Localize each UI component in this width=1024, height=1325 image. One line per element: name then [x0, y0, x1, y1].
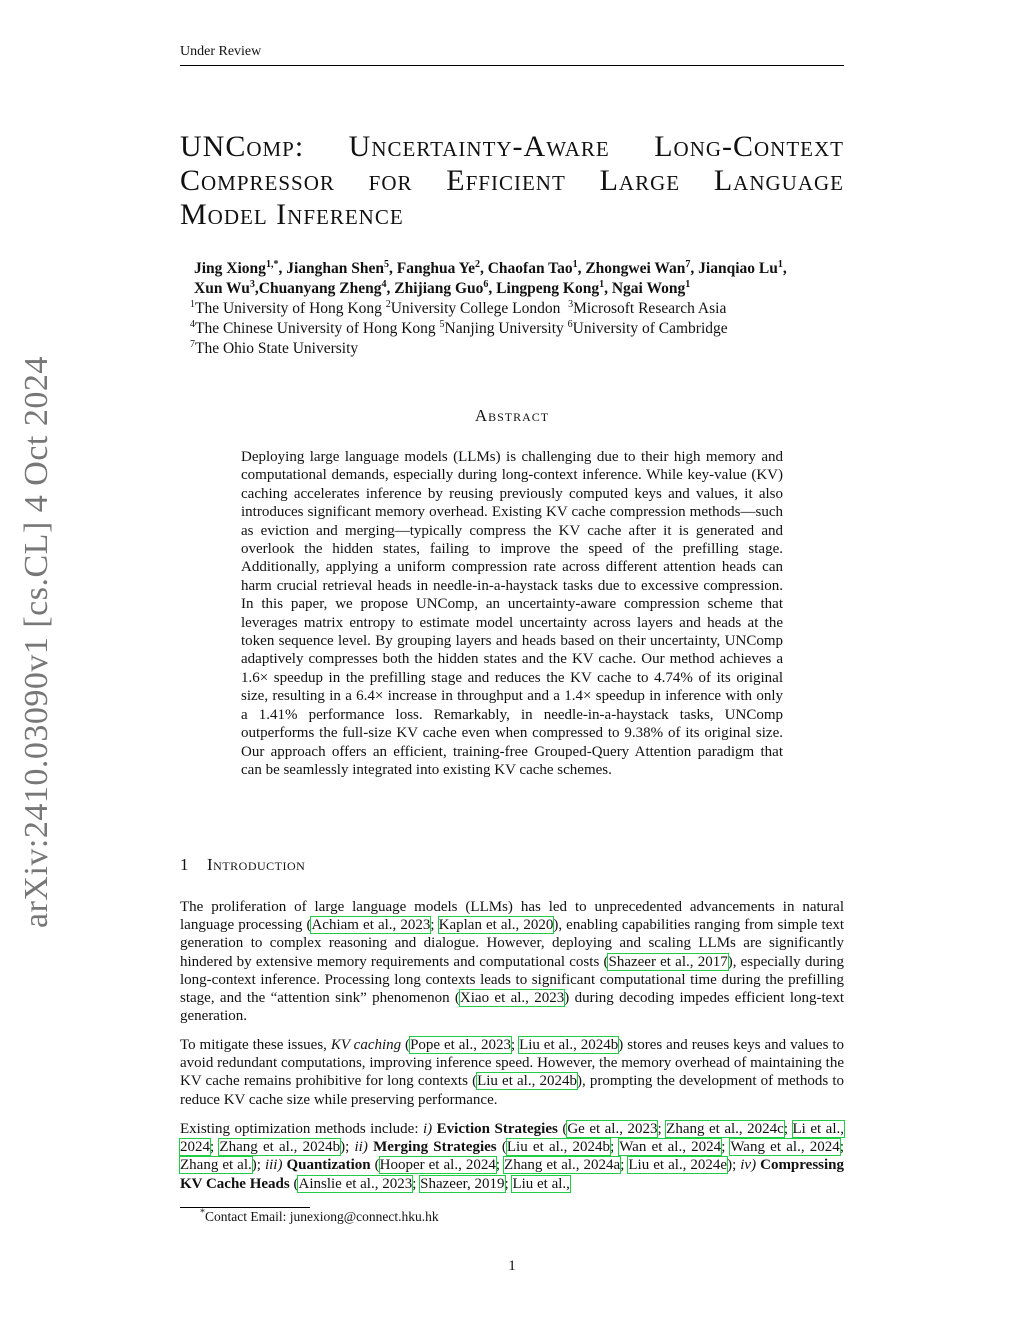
title-line-2: Compressor for Efficient Large Language — [180, 164, 844, 197]
citation-link[interactable]: Li et al., 2024 — [180, 1121, 845, 1156]
author-name: Zhongwei Wan — [585, 260, 686, 277]
abstract-heading: Abstract — [474, 406, 550, 425]
author-sup: 4 — [381, 278, 387, 290]
section-title: Introduction — [207, 855, 306, 874]
section-heading — [180, 855, 305, 875]
citation-link[interactable]: Ainslie et al., 2023 — [298, 1175, 413, 1192]
citation-link[interactable]: Zhang et al. — [180, 1157, 252, 1174]
author-name: Fanghua Ye — [396, 260, 475, 277]
author-name: Lingpeng Kong — [496, 280, 600, 297]
author-list: Jing Xiong$^{1,*}$, Jianghan Shen$^5$, Fanghua Ye$^2$, Chaofan Tao$^1$, Zhongwei Wan$^7$, Jianqiao Lu$^1$, Xun Wu$^3$,Chuanyang Zheng$^4$, Zhijiang Guo$^6$, Lingpeng Kong$^1$, Ngai Wong$^1$ — [194, 258, 787, 297]
affiliation-line-2: $^4$The Chinese University of Hong Kong $^5$Nanjing University $^6$University of Cambridge — [190, 318, 728, 337]
author-name: Jing Xiong — [194, 260, 266, 277]
citation-link[interactable]: Pope et al., 2023 — [410, 1037, 511, 1053]
author-name: Zhijiang Guo — [394, 280, 484, 297]
citation-link[interactable]: Kaplan et al., 2020 — [438, 917, 554, 934]
citation-link[interactable]: Liu et al., 2024b — [506, 1139, 611, 1156]
intro-paragraph-2: To mitigate these issues, KV caching (Pope et al., 2023; Liu et al., 2024b) stores and reuses keys and values to avoid redundant computations, improving inference speed. However, the memory overhead of maintaining the KV cache remains prohibitive for long contexts (Liu et al., 2024b), prompting the development of methods to reduce KV cache size while preserving performance. — [180, 1037, 844, 1108]
title-line-3: Model Inference — [180, 198, 404, 231]
footnote-text: Contact Email: junexiong@connect.hku.hk — [205, 1209, 439, 1224]
affiliation: University College London — [390, 300, 561, 317]
section-number: 1 — [180, 855, 189, 874]
intro-paragraph-1: The proliferation of large language models (LLMs) has led to unprecedented advancements in natural language processing (Achiam et al., 2023; Kaplan et al., 2020), enabling capabilities ranging from simple text generation to complex reasoning and dialogue. However, deploying and scaling LLMs are significantly hindered by extensive memory requirements and computational costs (Shazeer et al., 2017), especially during long-context inference. Processing long contexts leads to significant computational time during the prefilling stage, and the “attention sink” phenomenon (Xiao et al., 2023) during decoding impedes efficient long-text generation. — [180, 899, 845, 1025]
citation-link[interactable]: Zhang et al., 2024c — [666, 1121, 784, 1137]
author-sup: 3 — [249, 278, 255, 290]
citation-link[interactable]: Shazeer et al., 2017 — [608, 953, 728, 970]
affiliation: Microsoft Research Asia — [573, 300, 727, 317]
citation-link[interactable]: Wan et al., 2024 — [619, 1139, 722, 1156]
abstract-text: Deploying large language models (LLMs) is challenging due to their high memory and computational demands, especially during long-context inference. While key-value (KV) caching accelerates inference by reusing previously computed keys and values, it also introduces significant memory overhead. Existing KV cache compression methods—such as eviction and merging—typically compress the KV cache after it is generated and overlook the hidden states, failing to improve the speed of the prefilling stage. Additionally, applying a uniform compression rate across different attention heads can harm crucial retrieval heads in needle-in-a-haystack tasks due to excessive compression. In this paper, we propose UNComp, an uncertainty-aware compression scheme that leverages matrix entropy to estimate model uncertainty across layers and heads at the token sequence level. By grouping layers and heads based on their uncertainty, UNComp adaptively compresses both the hidden states and the KV cache. Our method achieves a 1.6× speedup in the prefilling stage and reduces the KV cache to 4.74% of its original size, resulting in a 6.4× increase in throughput and a 1.4× speedup in inference with only a 1.41% performance loss. Remarkably, in needle-in-a-haystack tasks, UNComp outperforms the full-size KV cache even when compressed to 9.38% of its original size. Our approach offers an efficient, training-free Grouped-Query Attention paradigm that can be seamlessly integrated into existing KV cache schemes. — [241, 449, 783, 778]
citation-link[interactable]: Hooper et al., 2024 — [379, 1157, 496, 1174]
author-sup: 7 — [685, 258, 691, 270]
citation-link[interactable]: Wang et al., 2024 — [730, 1139, 840, 1156]
paper-title — [180, 130, 844, 232]
author-sup: 5 — [383, 258, 389, 270]
title-line-1: UNComp: Uncertainty-Aware Long-Context — [180, 130, 844, 163]
affiliation: The Ohio State University — [195, 340, 359, 357]
citation-link[interactable]: Liu et al., 2024b — [519, 1037, 619, 1053]
citation-link[interactable]: Xiao et al., 2023 — [459, 990, 565, 1007]
author-name: Chuanyang Zheng — [258, 280, 382, 297]
author-sup: 1,* — [265, 258, 279, 270]
affiliation-line-3: $^7$The Ohio State University — [190, 338, 359, 357]
citation-link[interactable]: Liu et al., 2024b — [477, 1073, 578, 1090]
citation-link[interactable]: Zhang et al., 2024a — [504, 1157, 621, 1174]
affiliation: The Chinese University of Hong Kong — [195, 320, 436, 337]
page-number: 1 — [508, 1258, 516, 1274]
citation-link[interactable]: Liu et al., — [512, 1175, 570, 1192]
citation-link[interactable]: Zhang et al., 2024b — [219, 1139, 341, 1156]
author-sup: 6 — [483, 278, 489, 290]
author-name: Jianqiao Lu — [698, 260, 778, 277]
author-sup: 2 — [474, 258, 480, 270]
citation-link[interactable]: Liu et al., 2024e — [628, 1157, 728, 1174]
citation-link[interactable]: Shazeer, 2019 — [420, 1175, 505, 1192]
affiliation: Nanjing University — [444, 320, 564, 337]
footnote — [200, 1209, 439, 1225]
author-name: Jianghan Shen — [286, 260, 384, 277]
author-sup: 1 — [685, 278, 691, 290]
citation-link[interactable]: Ge et al., 2023 — [567, 1121, 658, 1137]
intro-paragraph-3: Existing optimization methods include: i) Eviction Strategies (Ge et al., 2023; Zhang et al., 2024c; Li et al., 2024; Zhang et al., 2024b); ii) Merging Strategies (Liu et al., 2024b; Wan et al., 2024; Wang et al., 2024; Zhang et al.); iii) Quantization (Hooper et al., 2024; Zhang et al., 2024a; Liu et al., 2024e); iv) Compressing KV Cache Heads (Ainslie et al., 2023; Shazeer, 2019; Liu et al., — [180, 1121, 845, 1192]
affiliation: The University of Hong Kong — [195, 300, 382, 317]
affiliation: University of Cambridge — [572, 320, 728, 337]
author-sup: 1 — [599, 278, 605, 290]
author-name: Ngai Wong — [611, 280, 686, 297]
author-name: Xun Wu — [194, 280, 250, 297]
affiliation-line-1: $^1$The University of Hong Kong $^2$University College London $^3$Microsoft Research Asia — [190, 298, 727, 317]
author-name: Chaofan Tao — [487, 260, 573, 277]
citation-link[interactable]: Achiam et al., 2023 — [311, 917, 431, 934]
header-rule — [180, 65, 844, 66]
arxiv-stamp: arXiv:2410.03090v1 [cs.CL] 4 Oct 2024 — [18, 356, 55, 928]
running-head: Under Review — [180, 44, 262, 59]
author-sup: 1 — [572, 258, 578, 270]
footnote-mark: * — [200, 1207, 205, 1219]
author-sup: 1 — [777, 258, 783, 270]
